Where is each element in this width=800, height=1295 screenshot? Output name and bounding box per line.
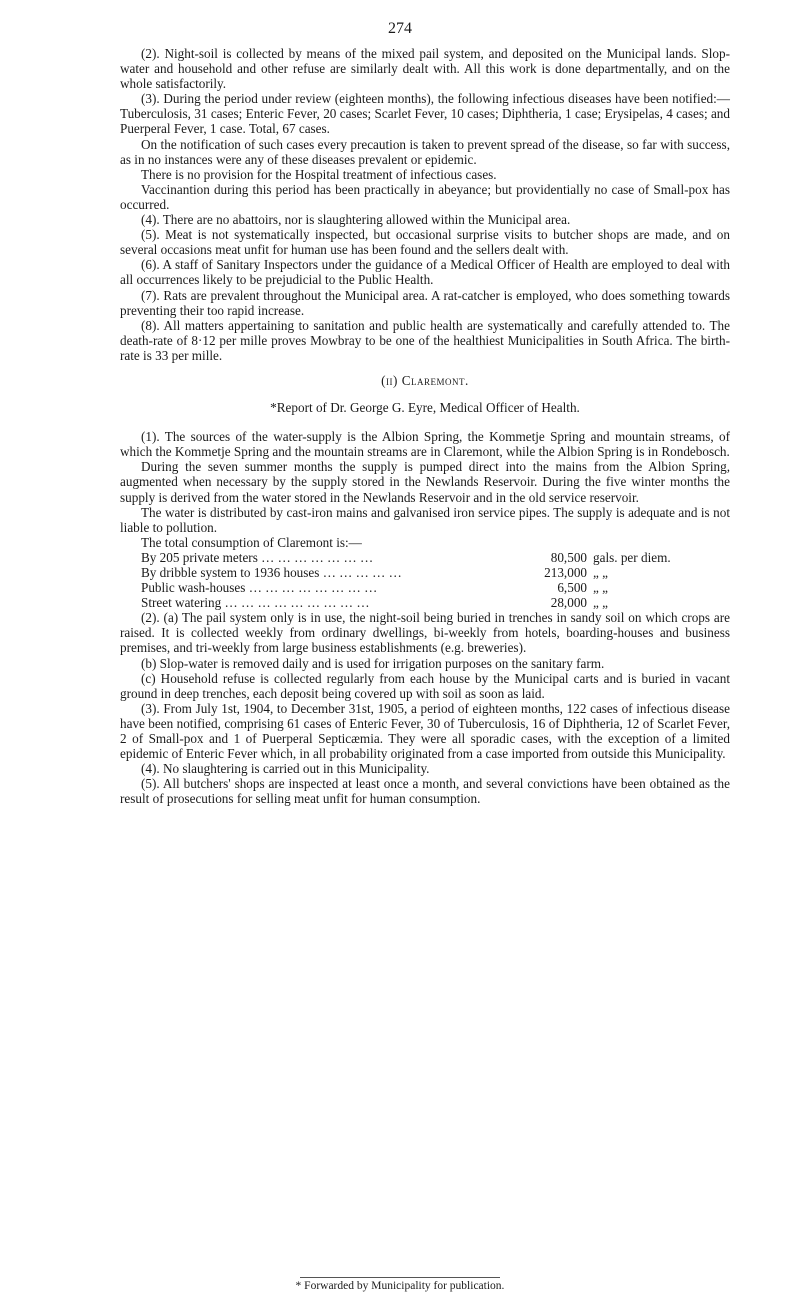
paragraph: (5). All butchers' shops are inspected at least once a month, and several convictions have been obtained as the result of prosecutions for selling meat unfit for human consumption.: [120, 776, 730, 807]
paragraph: The water is distributed by cast-iron mains and galvanised iron service pipes. The supply is adequate and is not liable to pollution.: [120, 504, 730, 535]
table-row: [141, 565, 730, 580]
paragraph: (3). During the period under review (eighteen months), the following infectious diseases have been notified:—Tuberculosis, 31 cases; Enteric Fever, 20 cases; Scarlet Fever, 10 cases; Diphtheria, 1 case; Erysipelas, 4 cases; and Puerperal Fever, 1 case. Total, 67 cases.: [120, 91, 730, 137]
footnote-divider: [300, 1277, 500, 1278]
row-label: By dribble system to 1936 houses … … … … …: [141, 565, 402, 580]
row-value: 6,500: [557, 580, 587, 596]
page-number: 274: [388, 20, 412, 37]
table-row: [141, 595, 730, 610]
paragraph: (4). There are no abattoirs, nor is slaughtering allowed within the Municipal area.: [141, 212, 571, 228]
paragraph: (c) Household refuse is collected regularly from each house by the Municipal carts and is buried in vacant ground in deep trenches, each deposit being covered up with soil as soon as laid.: [120, 670, 730, 701]
row-value: 28,000: [550, 595, 587, 611]
paragraph: (4). No slaughtering is carried out in this Municipality.: [141, 761, 430, 777]
paragraph: During the seven summer months the supply is pumped direct into the mains from the Albion Spring, augmented when necessary by the supply stored in the Newlands Reservoir. During the five winter months the supply is derived from the water stored in the Newlands Reservoir and in the old service reservoir.: [120, 459, 730, 505]
body-text: [120, 46, 730, 807]
row-unit: „ „: [593, 580, 609, 596]
paragraph: On the notification of such cases every precaution is taken to prevent spread of the disease, so far with success, as in no instances were any of these diseases prevalent or epidemic.: [120, 136, 730, 167]
paragraph: (5). Meat is not systematically inspected, but occasional surprise visits to butcher shops are made, and on several occasions meat unfit for human use has been found and the sellers dealt with.: [120, 227, 730, 258]
section-heading-text: (ii) Claremont.: [381, 372, 469, 388]
consumption-table: [141, 550, 730, 610]
row-value: 213,000: [544, 565, 587, 580]
row-label: Public wash-houses … … … … … … … …: [141, 580, 378, 596]
paragraph: (7). Rats are prevalent throughout the Municipal area. A rat-catcher is employed, who does something towards preventing their too rapid increase.: [120, 287, 730, 318]
row-label: By 205 private meters … … … … … … …: [141, 549, 374, 565]
row-unit: gals. per diem.: [593, 549, 671, 565]
paragraph: (1). The sources of the water-supply is the Albion Spring, the Kommetje Spring and mountain streams, of which the Kommetje Spring and the mountain streams are in Claremont, while the Albion Spring is in Rondebosch.: [120, 429, 730, 460]
paragraph: (2). (a) The pail system only is in use, the night-soil being buried in trenches in sandy soil on which crops are raised. It is collected weekly from ordinary dwellings, bi-weekly from hotels, boarding-houses and business premises, and tri-weekly from large business establishments (e.g. breweries).: [120, 610, 730, 656]
paragraph: There is no provision for the Hospital treatment of infectious cases.: [141, 166, 497, 182]
table-row: [141, 550, 730, 565]
paragraph: (2). Night-soil is collected by means of the mixed pail system, and deposited on the Municipal lands. Slop-water and household and other refuse are similarly dealt with. All this work is done departmentally, and on the whole satisfactorily.: [120, 46, 730, 92]
paragraph: (b) Slop-water is removed daily and is used for irrigation purposes on the sanitary farm.: [141, 655, 605, 671]
table-row: [141, 580, 730, 595]
paragraph: (6). A staff of Sanitary Inspectors under the guidance of a Medical Officer of Health are employed to deal with all occurrences likely to be prejudicial to the Public Health.: [120, 257, 730, 288]
paragraph: The total consumption of Claremont is:—: [141, 534, 362, 550]
row-unit: „ „: [593, 565, 609, 580]
paragraph: Vaccinantion during this period has been practically in abeyance; but providentially no case of Small-pox has occurred.: [120, 181, 730, 212]
row-value: 80,500: [550, 549, 587, 565]
paragraph: (3). From July 1st, 1904, to December 31st, 1905, a period of eighteen months, 122 cases of infectious disease have been notified, comprising 61 cases of Enteric Fever, 30 of Tuberculosis, 16 of Diphtheria, 12 of Scarlet Fever, 2 of Small-pox and 1 of Puerperal Septicæmia. They were all sporadic cases, with the exception of a limited epidemic of Enteric Fever which, in all probability originated from a case imported from outside this Municipality.: [120, 700, 730, 762]
section-heading: [120, 373, 730, 388]
footnote: * Forwarded by Municipality for publication.: [295, 1280, 505, 1292]
paragraph: (8). All matters appertaining to sanitation and public health are systematically and carefully attended to. The death-rate of 8·12 per mille proves Mowbray to be one of the healthiest Municipalities in South Africa. The birth-rate is 33 per mille.: [120, 317, 730, 363]
report-attribution: *Report of Dr. George G. Eyre, Medical Officer of Health.: [270, 400, 580, 416]
row-label: Street watering … … … … … … … … …: [141, 595, 370, 611]
row-unit: „ „: [593, 595, 609, 611]
